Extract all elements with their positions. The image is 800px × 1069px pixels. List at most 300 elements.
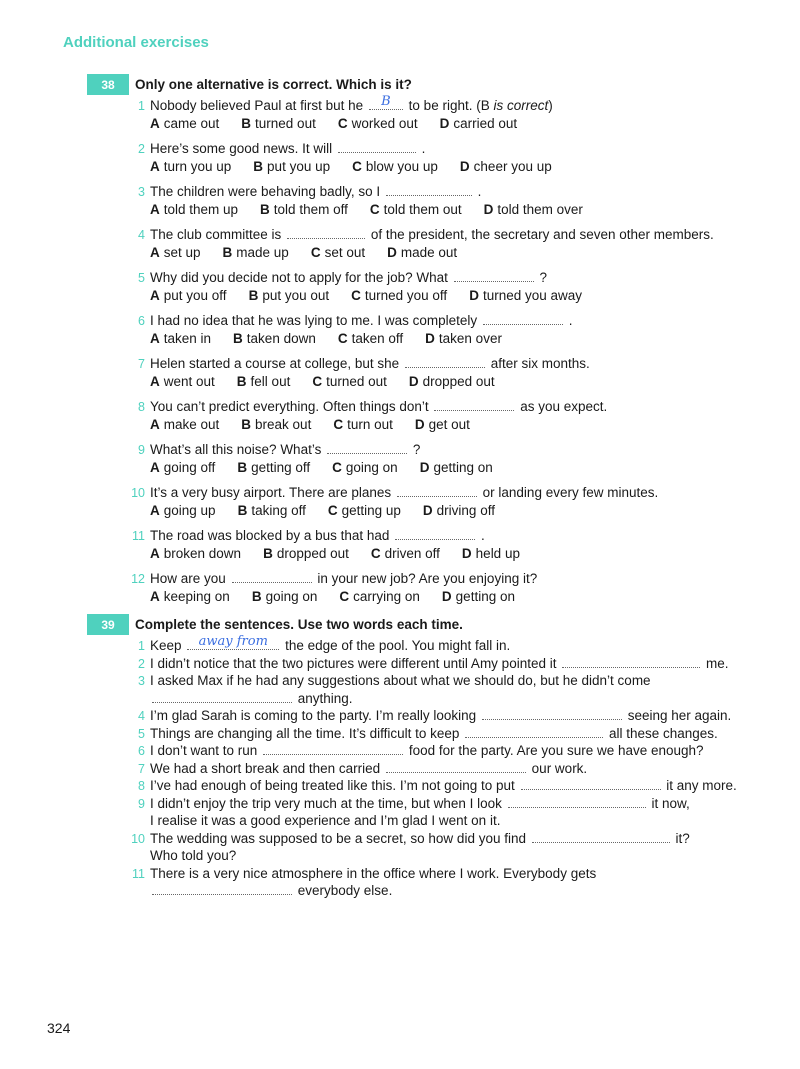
option-letter: D <box>414 417 425 432</box>
options <box>150 158 574 176</box>
question-text <box>150 398 607 416</box>
question-post: . <box>477 184 482 199</box>
options-line <box>125 244 745 262</box>
option-text: going up <box>163 503 216 518</box>
question-text <box>150 183 481 201</box>
option-letter: C <box>339 589 350 604</box>
option-letter: C <box>312 374 323 389</box>
option-b <box>238 502 306 520</box>
item-line <box>150 690 353 708</box>
option-letter: C <box>370 546 381 561</box>
question-pre: How are you <box>150 571 226 586</box>
option-text: turn out <box>347 417 393 432</box>
answer-blank <box>386 183 472 196</box>
item-pre: I asked Max if he had any suggestions about what we should do, but he didn’t come <box>150 673 651 688</box>
option-text: put you off <box>163 288 227 303</box>
options <box>150 115 539 133</box>
question-item <box>125 441 745 481</box>
item-post: our work. <box>531 760 588 776</box>
option-text: told them off <box>273 202 348 217</box>
answer-blank <box>508 795 646 808</box>
option-letter: C <box>327 503 338 518</box>
question-pre: The club committee is <box>150 227 282 242</box>
option-letter: A <box>150 116 160 131</box>
option-letter: A <box>150 503 160 518</box>
item-line <box>150 882 392 900</box>
answer-blank <box>327 441 407 454</box>
option-a <box>150 115 219 133</box>
option-c <box>311 244 365 262</box>
option-letter: B <box>260 202 270 217</box>
question-item <box>125 183 745 223</box>
option-text: cheer you up <box>473 159 552 174</box>
option-letter: B <box>222 245 233 260</box>
option-text: driving off <box>436 503 495 518</box>
option-text: turned you away <box>482 288 582 303</box>
question-line <box>125 312 745 330</box>
answer-blank <box>152 882 292 895</box>
answer-blank <box>562 655 700 668</box>
option-b <box>237 373 291 391</box>
question-pre: The children were behaving badly, so I <box>150 184 381 199</box>
options-line <box>125 588 745 606</box>
answer-blank <box>483 312 563 325</box>
handwritten-answer: B <box>381 94 391 109</box>
option-text: taking off <box>251 503 306 518</box>
option-c <box>332 459 398 477</box>
item-line2: Who told you? <box>150 848 237 863</box>
item-line <box>150 830 690 848</box>
answer-blank <box>532 830 670 843</box>
item-post: me. <box>706 655 729 671</box>
option-a <box>150 545 241 563</box>
option-c <box>312 373 387 391</box>
item-pre: I didn’t notice that the two pictures were different until Amy pointed it <box>150 655 557 671</box>
option-b <box>253 158 330 176</box>
question-post: ? <box>412 442 421 457</box>
item-line <box>150 847 236 865</box>
answer-blank <box>232 570 312 583</box>
item-line <box>150 760 587 778</box>
question-post: ? <box>539 270 547 285</box>
option-letter: A <box>150 546 160 561</box>
option-letter: D <box>459 159 470 174</box>
question-pre: Nobody believed Paul at first but he <box>150 98 364 113</box>
item-number: 9 <box>138 796 145 811</box>
option-letter: B <box>253 159 264 174</box>
question-number: 12 <box>131 572 145 586</box>
item-post: the edge of the pool. You might fall in. <box>285 638 511 653</box>
question-pre: It’s a very busy airport. There are planes <box>150 485 392 500</box>
question-item <box>125 140 745 180</box>
option-letter: C <box>351 288 361 303</box>
option-text: keeping on <box>163 589 230 604</box>
option-letter: C <box>352 159 362 174</box>
option-letter: D <box>419 460 430 475</box>
page-number: 324 <box>47 1020 71 1036</box>
question-note-end: ) <box>548 98 553 113</box>
options-line <box>125 545 745 563</box>
options-line <box>125 502 745 520</box>
item-line <box>150 655 729 673</box>
option-a <box>150 201 238 219</box>
option-letter: C <box>332 460 342 475</box>
question-number: 9 <box>138 443 145 457</box>
options <box>150 459 515 477</box>
option-b <box>233 330 316 348</box>
option-d <box>425 330 502 348</box>
options-line <box>125 158 745 176</box>
options <box>150 545 542 563</box>
question-line <box>125 527 745 545</box>
option-text: taken in <box>163 331 212 346</box>
question-pre: You can’t predict everything. Often things don’t <box>150 399 429 414</box>
option-text: turn you up <box>163 159 232 174</box>
option-text: put you up <box>267 159 331 174</box>
question-item <box>125 527 745 567</box>
option-letter: D <box>483 202 494 217</box>
question-text <box>150 312 572 330</box>
option-text: dropped out <box>276 546 349 561</box>
item-pre: We had a short break and then carried <box>150 760 381 776</box>
option-letter: B <box>236 374 247 389</box>
item-number: 4 <box>138 709 145 723</box>
option-text: fell out <box>250 374 291 389</box>
option-text: get out <box>428 417 470 432</box>
option-letter: D <box>439 116 450 131</box>
option-letter: D <box>387 245 397 260</box>
item-pre: I’ve had enough of being treated like this. I’m not going to put <box>150 778 515 793</box>
option-text: told them over <box>497 202 583 217</box>
option-letter: D <box>441 589 452 604</box>
question-line <box>125 398 745 416</box>
answer-blank <box>454 269 534 282</box>
question-number: 11 <box>132 529 145 543</box>
option-d <box>415 416 470 434</box>
option-text: carrying on <box>353 589 420 604</box>
answer-blank <box>465 725 603 738</box>
answer-blank <box>405 355 485 368</box>
option-b <box>237 459 310 477</box>
option-letter: D <box>469 288 479 303</box>
option-letter: B <box>233 331 243 346</box>
option-b <box>263 545 349 563</box>
option-c <box>338 330 403 348</box>
option-b <box>241 416 311 434</box>
option-text: going off <box>163 460 216 475</box>
question-number: 8 <box>138 400 145 414</box>
option-letter: C <box>333 417 344 432</box>
option-letter: A <box>150 202 160 217</box>
option-d <box>440 115 518 133</box>
item-number: 1 <box>138 639 145 653</box>
option-text: getting on <box>455 589 515 604</box>
question-text <box>150 140 425 158</box>
option-c <box>333 416 393 434</box>
item-cont: everybody else. <box>297 883 393 898</box>
options-line <box>125 287 745 305</box>
options <box>150 201 605 219</box>
item-number: 7 <box>138 761 145 776</box>
item-line <box>150 812 500 830</box>
option-letter: B <box>241 417 252 432</box>
option-a <box>150 373 215 391</box>
item-post: seeing her again. <box>627 708 732 723</box>
options <box>150 588 537 606</box>
option-c <box>371 545 440 563</box>
option-a <box>150 287 227 305</box>
option-letter: A <box>150 460 160 475</box>
item-pre: I’m glad Sarah is coming to the party. I’m really looking <box>150 708 477 723</box>
question-post: as you expect. <box>520 399 608 414</box>
question-item <box>125 355 745 395</box>
answer-blank <box>152 690 292 703</box>
exercise-38-badge: 38 <box>87 74 129 95</box>
option-d <box>423 502 495 520</box>
question-line <box>125 226 745 244</box>
option-text: going on <box>265 589 318 604</box>
option-text: taken over <box>438 331 502 346</box>
option-text: blow you up <box>365 159 438 174</box>
option-text: came out <box>163 116 220 131</box>
answer-blank <box>482 707 622 720</box>
question-item <box>125 484 745 524</box>
item-line <box>150 865 596 883</box>
question-text <box>150 570 537 588</box>
option-text: taken off <box>351 331 404 346</box>
question-number: 6 <box>138 314 145 328</box>
item-post: it any more. <box>666 778 737 793</box>
option-text: make out <box>163 417 220 432</box>
option-letter: D <box>461 546 472 561</box>
item-pre: The wedding was supposed to be a secret, so how did you find <box>150 830 526 846</box>
item-pre: There is a very nice atmosphere in the office where I work. Everybody gets <box>150 865 597 881</box>
question-number: 5 <box>138 271 145 285</box>
option-d <box>409 373 495 391</box>
exercise-39-title: Complete the sentences. Use two words each time. <box>135 617 463 632</box>
question-line <box>125 183 745 201</box>
question-text <box>150 527 485 545</box>
item-post: it? <box>675 830 690 846</box>
question-item <box>125 226 745 266</box>
item-number: 11 <box>132 866 145 881</box>
option-a <box>150 330 211 348</box>
option-text: going on <box>345 460 398 475</box>
question-item <box>125 269 745 309</box>
option-a <box>150 416 219 434</box>
question-post: . <box>480 528 485 543</box>
options <box>150 287 604 305</box>
question-post: to be right. (B <box>408 98 494 113</box>
option-letter: B <box>263 546 273 561</box>
item-line <box>150 725 718 743</box>
option-a <box>150 158 231 176</box>
answer-blank <box>521 777 661 790</box>
options-line <box>125 459 745 477</box>
item-cont: anything. <box>297 690 353 706</box>
options-line <box>125 115 745 133</box>
option-letter: B <box>237 503 248 518</box>
item-post: it now, <box>651 795 690 811</box>
option-text: driven off <box>384 546 440 561</box>
option-text: told them up <box>163 202 239 217</box>
option-letter: C <box>337 331 348 346</box>
option-text: getting off <box>251 460 311 475</box>
option-text: turned you off <box>364 288 448 303</box>
option-letter: A <box>150 288 160 303</box>
option-letter: A <box>150 245 160 260</box>
option-b <box>260 201 348 219</box>
options <box>150 330 524 348</box>
options-line <box>125 330 745 348</box>
question-post: of the president, the secretary and seven other members. <box>370 227 714 242</box>
question-line <box>125 269 745 287</box>
question-pre: Why did you decide not to apply for the job? What <box>150 270 448 285</box>
options-line <box>125 416 745 434</box>
option-b <box>252 588 318 606</box>
question-post: . <box>421 141 426 156</box>
options <box>150 416 492 434</box>
option-text: worked out <box>351 116 418 131</box>
option-letter: B <box>241 116 252 131</box>
option-d <box>462 545 520 563</box>
option-letter: A <box>150 374 160 389</box>
question-line <box>125 484 745 502</box>
question-number: 10 <box>131 486 145 500</box>
option-letter: C <box>337 116 348 131</box>
option-text: getting on <box>433 460 493 475</box>
item-line <box>150 707 731 725</box>
item-pre: I don’t want to run <box>150 743 258 758</box>
exercise-38-title: Only one alternative is correct. Which is it? <box>135 77 412 92</box>
option-text: broken down <box>163 546 242 561</box>
option-d <box>469 287 582 305</box>
question-text <box>150 269 547 287</box>
option-d <box>420 459 493 477</box>
option-c <box>338 115 418 133</box>
option-letter: D <box>408 374 419 389</box>
item-pre: Things are changing all the time. It’s difficult to keep <box>150 725 460 741</box>
question-number: 2 <box>138 142 145 156</box>
question-post: in your new job? Are you enjoying it? <box>317 571 538 586</box>
options-line <box>125 201 745 219</box>
answer-blank <box>338 140 416 153</box>
question-text <box>150 441 420 459</box>
answer-blank <box>434 398 514 411</box>
item-line <box>150 634 511 655</box>
answer-blank <box>386 760 526 773</box>
answer-blank <box>187 634 279 650</box>
question-item <box>125 398 745 438</box>
question-item <box>125 312 745 352</box>
item-line <box>150 672 651 690</box>
option-text: set up <box>163 245 201 260</box>
option-a <box>150 502 216 520</box>
question-number: 1 <box>138 99 145 113</box>
options <box>150 373 517 391</box>
question-number: 7 <box>138 357 145 371</box>
item-number: 6 <box>138 744 145 758</box>
question-item <box>125 570 745 610</box>
option-d <box>387 244 457 262</box>
question-post: after six months. <box>490 356 590 371</box>
item-pre: I didn’t enjoy the trip very much at the time, but when I look <box>150 795 502 811</box>
question-line <box>125 140 745 158</box>
option-text: held up <box>475 546 520 561</box>
option-text: getting up <box>341 503 401 518</box>
item-line <box>150 742 704 760</box>
option-text: went out <box>163 374 215 389</box>
answer-blank <box>397 484 477 497</box>
option-text: turned out <box>326 374 387 389</box>
item-number: 5 <box>138 726 145 741</box>
item-line <box>150 777 737 795</box>
option-a <box>150 459 215 477</box>
option-letter: A <box>150 159 160 174</box>
option-c <box>339 588 420 606</box>
question-post: or landing every few minutes. <box>482 485 659 500</box>
question-text <box>150 226 714 244</box>
options <box>150 244 479 262</box>
option-letter: A <box>150 331 160 346</box>
option-letter: C <box>369 202 380 217</box>
item-pre: Keep <box>150 638 182 653</box>
section-title: Additional exercises <box>63 34 209 51</box>
question-line <box>125 570 745 588</box>
option-text: set out <box>324 245 366 260</box>
option-text: dropped out <box>422 374 495 389</box>
item-number: 3 <box>138 674 145 688</box>
option-a <box>150 244 201 262</box>
item-number: 2 <box>138 656 145 671</box>
option-b <box>223 244 289 262</box>
option-text: told them out <box>383 202 462 217</box>
question-pre: Helen started a course at college, but she <box>150 356 400 371</box>
question-text <box>150 484 658 502</box>
option-letter: D <box>425 331 435 346</box>
question-pre: Here’s some good news. It will <box>150 141 333 156</box>
exercise-39-badge: 39 <box>87 614 129 635</box>
option-text: put you out <box>262 288 330 303</box>
question-text <box>150 94 553 115</box>
option-letter: B <box>237 460 248 475</box>
question-post: . <box>568 313 573 328</box>
question-line <box>125 94 745 115</box>
option-c <box>370 201 462 219</box>
item-number: 10 <box>131 831 145 846</box>
option-d <box>442 588 515 606</box>
option-b <box>241 115 316 133</box>
option-letter: B <box>251 589 262 604</box>
option-c <box>328 502 401 520</box>
question-number: 3 <box>138 185 145 199</box>
item-line2: I realise it was a good experience and I’m glad I went on it. <box>150 813 501 828</box>
question-line <box>125 441 745 459</box>
item-line <box>150 795 690 813</box>
option-a <box>150 588 230 606</box>
question-line <box>125 355 745 373</box>
item-post: food for the party. Are you sure we have enough? <box>408 743 704 758</box>
option-text: break out <box>255 417 312 432</box>
option-text: made up <box>236 245 289 260</box>
option-text: made out <box>400 245 458 260</box>
option-letter: B <box>248 288 259 303</box>
option-c <box>352 158 438 176</box>
handwritten-answer: away from <box>198 634 268 649</box>
option-letter: D <box>422 503 433 518</box>
option-text: taken down <box>246 331 316 346</box>
question-number: 4 <box>138 228 145 242</box>
